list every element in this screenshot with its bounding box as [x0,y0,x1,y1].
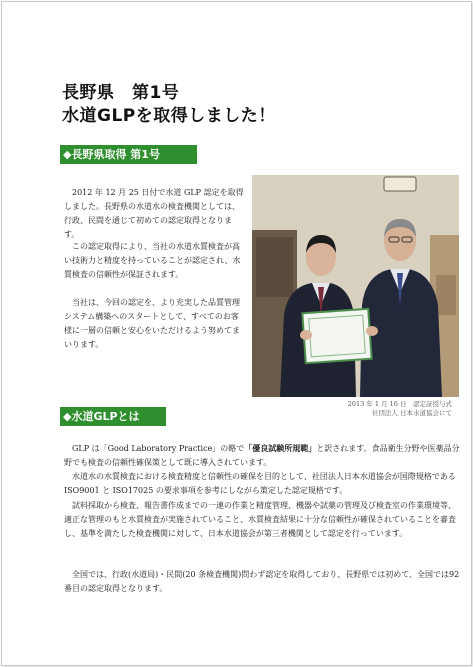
ceremony-photo-illustration [252,175,459,397]
glp-standard-paragraph: 水道水の水質検査における検査精度と信頼性の確保を目的として、社団法人日本水道協会が国際規格である ISO9001 と ISO17025 の要求事項を参考にしながら策定した認定規格です。 [64,472,456,495]
certification-paragraph: この認定取得により、当社の水道水質検査が高い技術力と精度を持っていることが認定され、水質検査の信頼性が保証されます。 [64,242,241,279]
page-title-line2: 水道GLPを取得しました！ [62,106,276,126]
glp-national-paragraph: 全国では、行政(水道局)・民間(20 条検査機関)問わず認定を取得しており、長野県では初めて、全国では92番目の認定取得となります。 [64,570,460,593]
photo-caption-line2: 社団法人 日本水道協会にて [371,409,452,417]
commitment-paragraph: 当社は、今回の認定を、より充実した品質管理システム構築へのスタートとして、すべてのお客様に一層の信頼と安心をいただけるよう努めてまいります。 [64,298,240,349]
glp-definition-pre: GLP は「Good Laboratory Practice」の略で [72,444,245,453]
glp-definition-paragraph [64,442,460,470]
photo-caption-line1: 2013 年 1 月 16 日 認定証授与式 [347,400,452,408]
page-title-line1: 長野県 第1号 [62,83,180,103]
intro-paragraph: 2012 年 12 月 25 日付で水道 GLP 認定を取得しました。長野県の水道水の検査機関としては、行政、民間を通じて初めての認定取得となります。 [64,188,244,239]
photo-caption [300,400,452,418]
glp-process-paragraph: 試料採取から検査、報告書作成までの一連の作業と精度管理、機器や試薬の管理及び検査室の作業環境等、適正な管理のもと水質検査が実施されていること、水質検査結果に十分な信頼性が確保されていることを審査し、基準を満たした検査機関に対して、日本水道協会が第三者機関として認定を行っています。 [64,501,456,538]
glp-definition-post: と訳されます。食品衛生分野や医薬品分野でも検査の信頼性確保策として既に導入されています。 [64,444,460,467]
glp-definition-highlight: 「優良試験所規範」 [244,444,317,453]
certificate-ceremony-photo [252,175,459,397]
section-badge-nagano-first: ◆長野県取得 第1号 [60,145,197,164]
section-badge-what-is-glp: ◆水道GLPとは [60,407,166,426]
